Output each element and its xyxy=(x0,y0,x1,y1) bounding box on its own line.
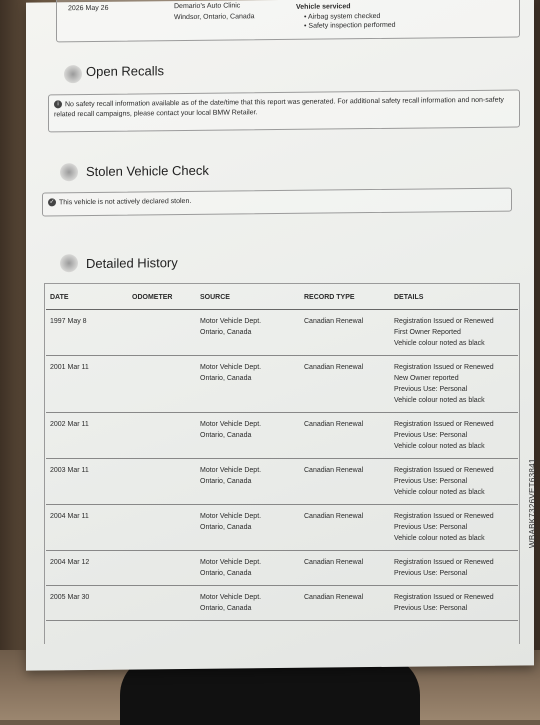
top-entry-detail-2: • Safety inspection performed xyxy=(304,21,396,30)
cell-date: 2001 Mar 11 xyxy=(46,356,128,413)
cell-details: Registration Issued or Renewed Previous Use: Personal Vehicle colour noted as black xyxy=(390,505,518,551)
cell-source: Motor Vehicle Dept. Ontario, Canada xyxy=(196,551,300,586)
cell-date: 2005 Mar 30 xyxy=(46,586,128,621)
stolen-check-message: ✓ This vehicle is not actively declared stolen. xyxy=(49,197,192,207)
top-entry-source-line2: Windsor, Ontario, Canada xyxy=(174,13,255,22)
cell-odometer xyxy=(128,551,196,586)
cell-odometer xyxy=(128,459,196,505)
open-recalls-message: i No safety recall information available as of the date/time that this report was generated. For additional safety recall information and non-safety related recall campaigns, please contact your local BMW Retailer. xyxy=(54,96,504,119)
cell-details: Registration Issued or Renewed First Owner Reported Vehicle colour noted as black xyxy=(390,310,518,356)
cell-date: 2003 Mar 11 xyxy=(46,459,128,505)
vin-side-label: WBABK7326VET63841 xyxy=(528,458,537,548)
cell-date: 2004 Mar 12 xyxy=(46,551,128,586)
recall-icon xyxy=(64,65,82,83)
table-row xyxy=(46,551,518,586)
cell-source: Motor Vehicle Dept. Ontario, Canada xyxy=(196,505,300,551)
cell-odometer xyxy=(128,413,196,459)
col-odometer: ODOMETER xyxy=(128,288,196,310)
cell-odometer xyxy=(128,586,196,621)
cell-record-type: Canadian Renewal xyxy=(300,505,390,551)
detailed-history-title: Detailed History xyxy=(86,255,178,272)
table-row xyxy=(46,459,518,505)
cell-source: Motor Vehicle Dept. Ontario, Canada xyxy=(196,586,300,621)
top-entry-date: 2026 May 26 xyxy=(68,4,109,13)
cell-source: Motor Vehicle Dept. Ontario, Canada xyxy=(196,356,300,413)
col-details: DETAILS xyxy=(390,288,518,310)
table-row xyxy=(46,586,518,621)
cell-date: 2004 Mar 11 xyxy=(46,505,128,551)
info-icon: i xyxy=(54,100,62,108)
table-row xyxy=(46,505,518,551)
top-entry-source-line1: Demario's Auto Clinic xyxy=(174,2,241,11)
cell-record-type: Canadian Renewal xyxy=(300,551,390,586)
history-table xyxy=(46,288,518,621)
cell-record-type: Canadian Renewal xyxy=(300,586,390,621)
col-date: DATE xyxy=(46,288,128,310)
top-entry-detail-1: • Airbag system checked xyxy=(304,12,381,21)
table-row xyxy=(46,413,518,459)
cell-details: Registration Issued or Renewed Previous Use: Personal xyxy=(390,586,518,621)
table-row xyxy=(46,356,518,413)
table-row xyxy=(46,310,518,356)
top-entry-details-title: Vehicle serviced xyxy=(296,3,351,11)
history-icon xyxy=(60,254,78,272)
cell-details: Registration Issued or Renewed Previous Use: Personal Vehicle colour noted as black xyxy=(390,459,518,505)
check-icon: ✓ xyxy=(49,199,55,206)
cell-details: Registration Issued or Renewed Previous Use: Personal Vehicle colour noted as black xyxy=(390,413,518,459)
cell-source: Motor Vehicle Dept. Ontario, Canada xyxy=(196,459,300,505)
cell-odometer xyxy=(128,356,196,413)
history-table-body xyxy=(46,310,518,621)
top-entry-box xyxy=(56,0,520,42)
stolen-check-title: Stolen Vehicle Check xyxy=(86,162,209,180)
cell-details: Registration Issued or Renewed Previous Use: Personal xyxy=(390,551,518,586)
cell-source: Motor Vehicle Dept. Ontario, Canada xyxy=(196,310,300,356)
cell-odometer xyxy=(128,310,196,356)
cell-record-type: Canadian Renewal xyxy=(300,459,390,505)
cell-record-type: Canadian Renewal xyxy=(300,310,390,356)
open-recalls-title: Open Recalls xyxy=(86,63,165,80)
cell-date: 2002 Mar 11 xyxy=(46,413,128,459)
cell-record-type: Canadian Renewal xyxy=(300,413,390,459)
stolen-check-icon xyxy=(60,163,78,181)
cell-record-type: Canadian Renewal xyxy=(300,356,390,413)
cell-odometer xyxy=(128,505,196,551)
col-source: SOURCE xyxy=(196,288,300,310)
cell-details: Registration Issued or Renewed New Owner reported Previous Use: Personal Vehicle colour noted as black xyxy=(390,356,518,413)
cell-date: 1997 May 8 xyxy=(46,310,128,356)
cell-source: Motor Vehicle Dept. Ontario, Canada xyxy=(196,413,300,459)
history-table-header xyxy=(46,288,518,310)
col-record-type: RECORD TYPE xyxy=(300,288,390,310)
